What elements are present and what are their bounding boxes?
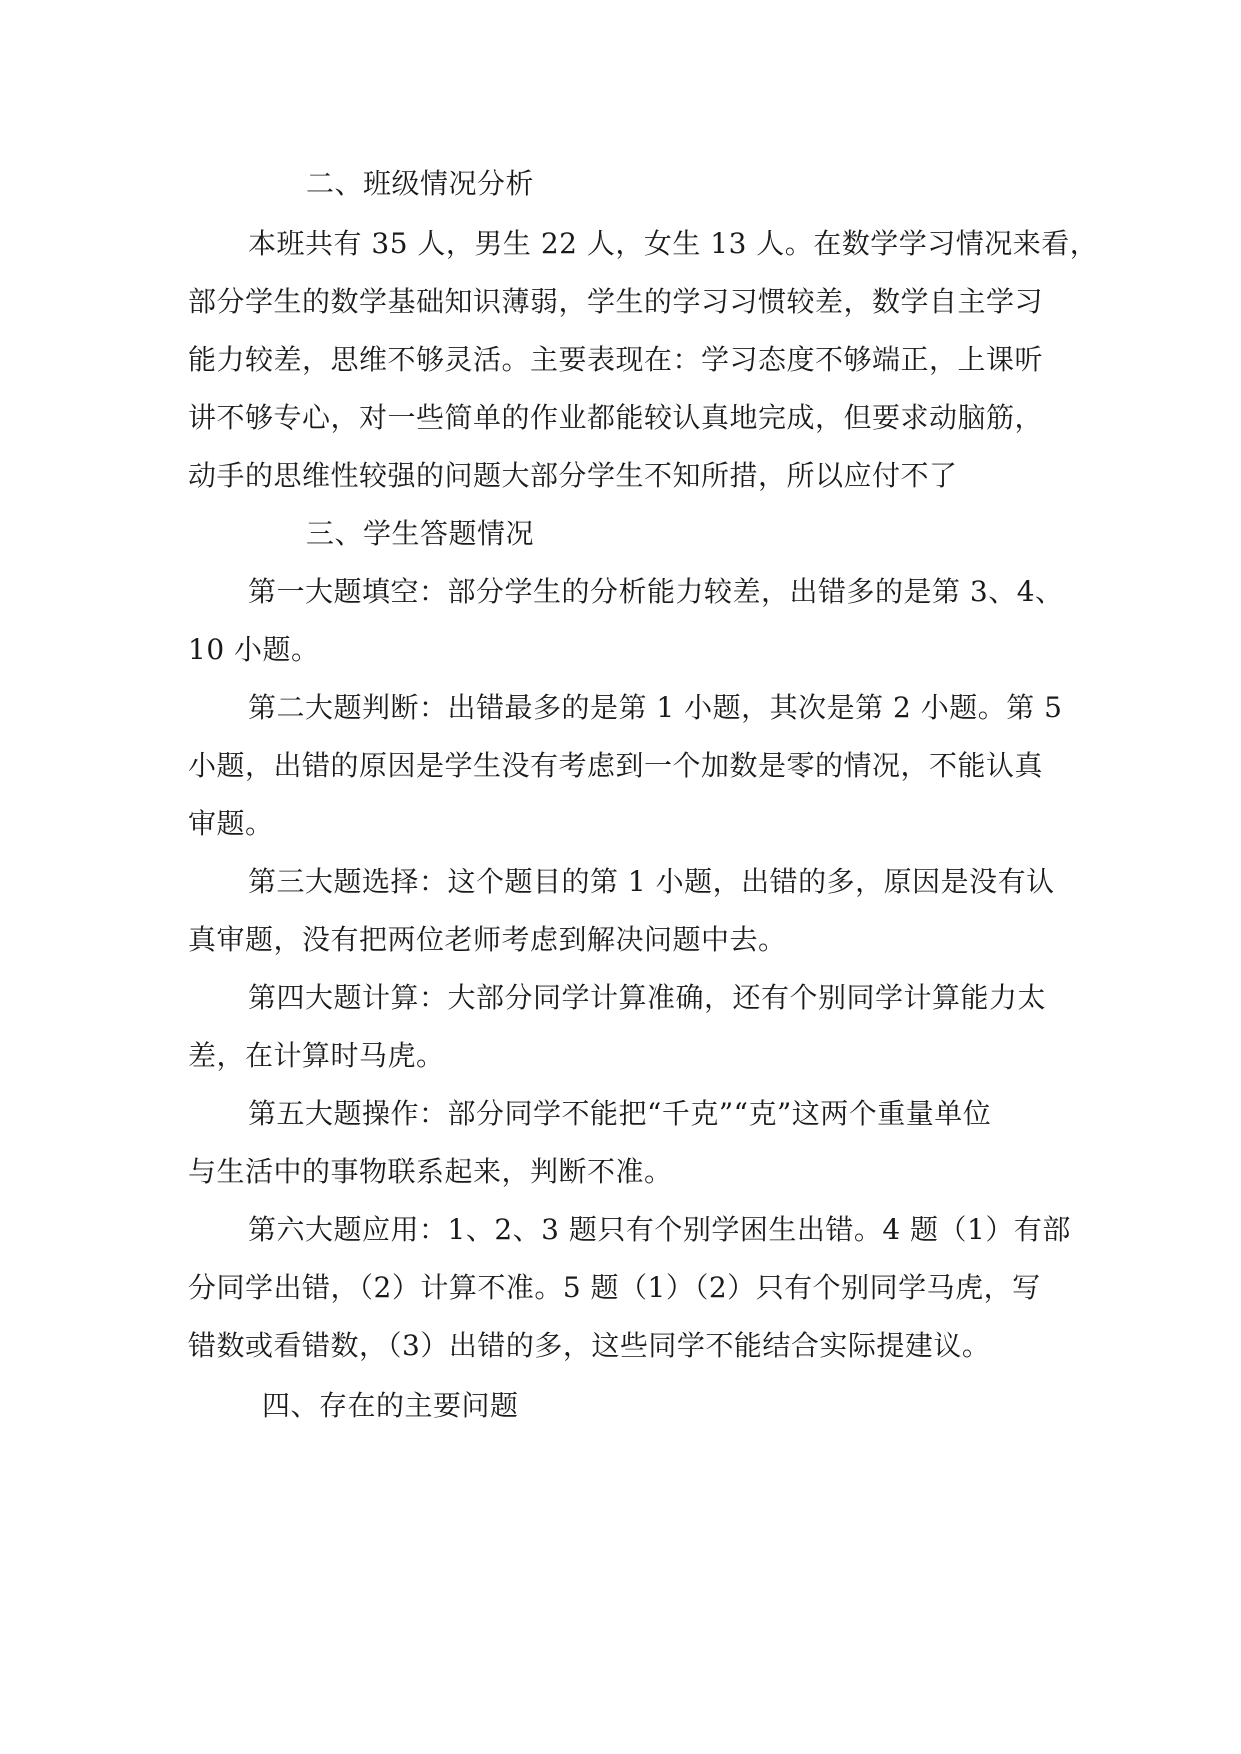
paragraph-line: 分同学出错，（2）计算不准。5 题（1）（2）只有个别同学马虎，写 (188, 1271, 1041, 1304)
paragraph-line: 第四大题计算：大部分同学计算准确，还有个别同学计算能力太 (248, 981, 1047, 1014)
paragraph-line: 错数或看错数，（3）出错的多，这些同学不能结合实际提建议。 (188, 1329, 991, 1362)
paragraph-line: 部分学生的数学基础知识薄弱，学生的学习习惯较差，数学自主学习 (188, 285, 1044, 318)
paragraph-line: 第一大题填空：部分学生的分析能力较差，出错多的是第 3、4、 (248, 575, 1064, 608)
paragraph-line: 与生活中的事物联系起来，判断不准。 (188, 1155, 673, 1188)
paragraph-line: 差，在计算时马虎。 (188, 1039, 445, 1072)
section-heading-class-analysis: 二、班级情况分析 (306, 167, 535, 200)
paragraph-line: 本班共有 35 人，男生 22 人，女生 13 人。在数学学习情况来看， (248, 227, 1099, 260)
paragraph-line: 能力较差，思维不够灵活。主要表现在：学习态度不够端正，上课听 (188, 343, 1044, 376)
paragraph-line: 10 小题。 (188, 633, 320, 666)
section-heading-main-problems: 四、存在的主要问题 (262, 1389, 519, 1422)
paragraph-line: 真审题，没有把两位老师考虑到解决问题中去。 (188, 923, 787, 956)
paragraph-line: 第五大题操作：部分同学不能把“千克”“克”这两个重量单位 (248, 1097, 992, 1130)
paragraph-line: 第六大题应用：1、2、3 题只有个别学困生出错。4 题（1）有部 (248, 1213, 1071, 1246)
paragraph-line: 审题。 (188, 807, 274, 840)
paragraph-line: 动手的思维性较强的问题大部分学生不知所措，所以应付不了 (188, 459, 958, 492)
section-heading-answer-situation: 三、学生答题情况 (306, 517, 535, 550)
paragraph-line: 第三大题选择：这个题目的第 1 小题，出错的多，原因是没有认 (248, 865, 1055, 898)
paragraph-line: 第二大题判断：出错最多的是第 1 小题，其次是第 2 小题。第 5 (248, 691, 1063, 724)
paragraph-line: 讲不够专心，对一些简单的作业都能较认真地完成，但要求动脑筋， (188, 401, 1044, 434)
paragraph-line: 小题，出错的原因是学生没有考虑到一个加数是零的情况，不能认真 (188, 749, 1044, 782)
